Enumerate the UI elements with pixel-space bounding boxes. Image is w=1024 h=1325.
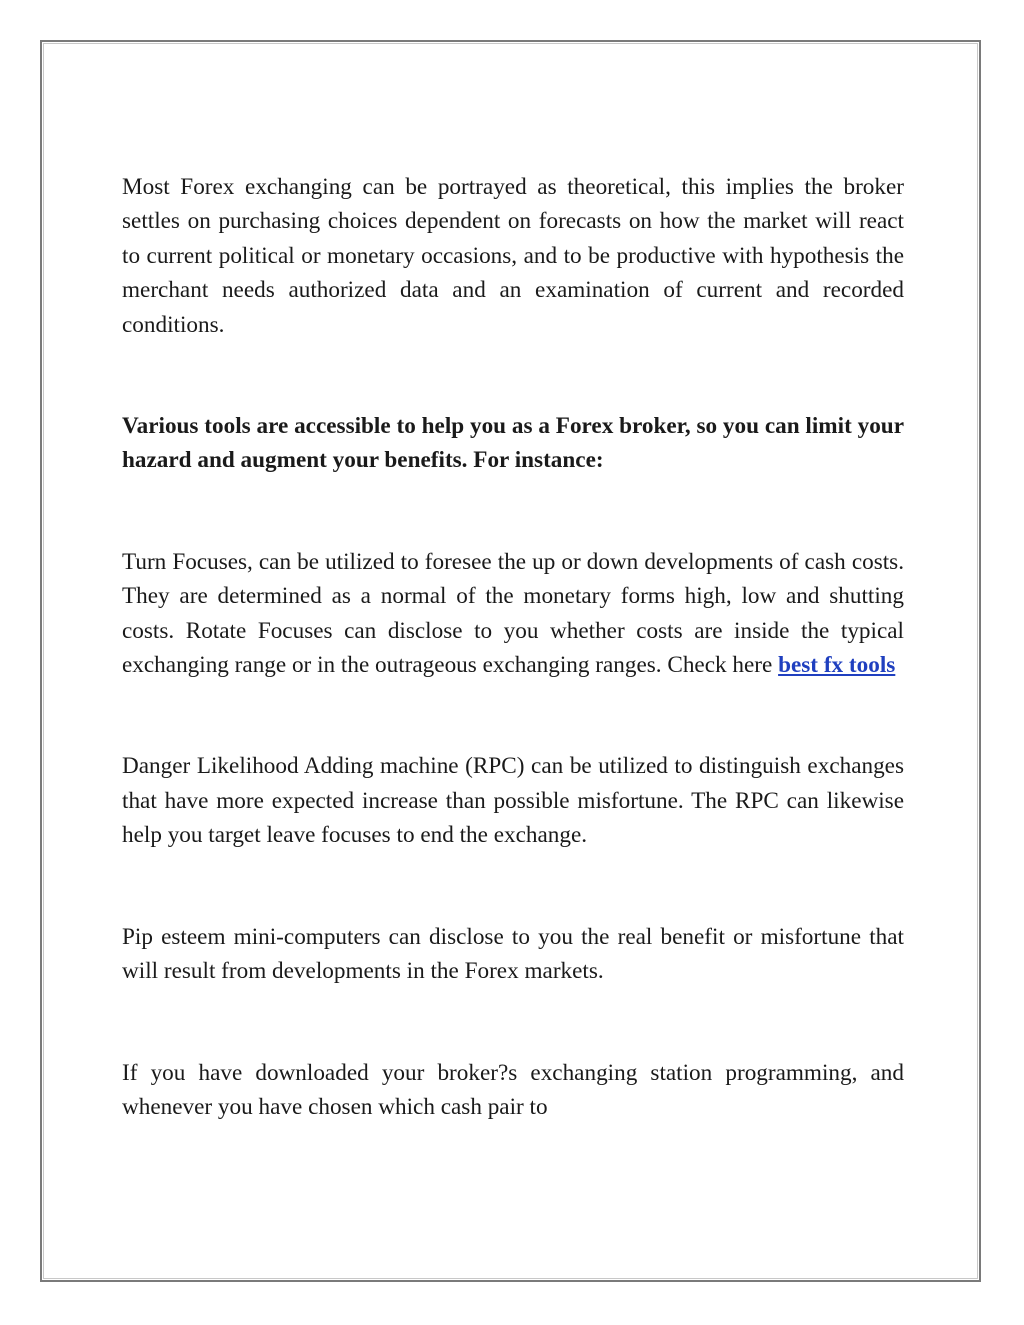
document-body <box>122 170 904 1124</box>
page-frame <box>40 40 981 1282</box>
paragraph-trading-station: If you have downloaded your broker?s exchanging station programming, and whenever you have chosen which cash pair to <box>122 1059 904 1120</box>
paragraph-intro: Most Forex exchanging can be portrayed as theoretical, this implies the broker settles on purchasing choices dependent on forecasts on how the market will react to current political or monetary occasions, and to be productive with hypothesis the merchant needs authorized data and an examination of current and recorded conditions. <box>122 174 904 338</box>
paragraph-pip-calculator: Pip esteem mini-computers can disclose to you the real benefit or misfortune that will result from developments in the Forex markets. <box>122 923 904 985</box>
paragraph-tools-heading: Various tools are accessible to help you as a Forex broker, so you can limit your hazard and augment your benefits. For instance: <box>122 413 904 474</box>
paragraph-risk-calculator: Danger Likelihood Adding machine (RPC) can be utilized to distinguish exchanges that have more expected increase than possible misfortune. The RPC can likewise help you target leave focuses to end the exchange. <box>122 753 904 849</box>
paragraph-pivot-points <box>122 545 904 683</box>
paragraph-pivot-points-text: Turn Focuses, can be utilized to foresee the up or down developments of cash costs. They are determined as a normal of the monetary forms high, low and shutting costs. Rotate Focuses can disclose to you whether costs are inside the typical exchanging range or in the outrageous exchanging ranges. Check here <box>122 548 904 679</box>
best-fx-tools-link[interactable]: best fx tools <box>778 652 896 679</box>
